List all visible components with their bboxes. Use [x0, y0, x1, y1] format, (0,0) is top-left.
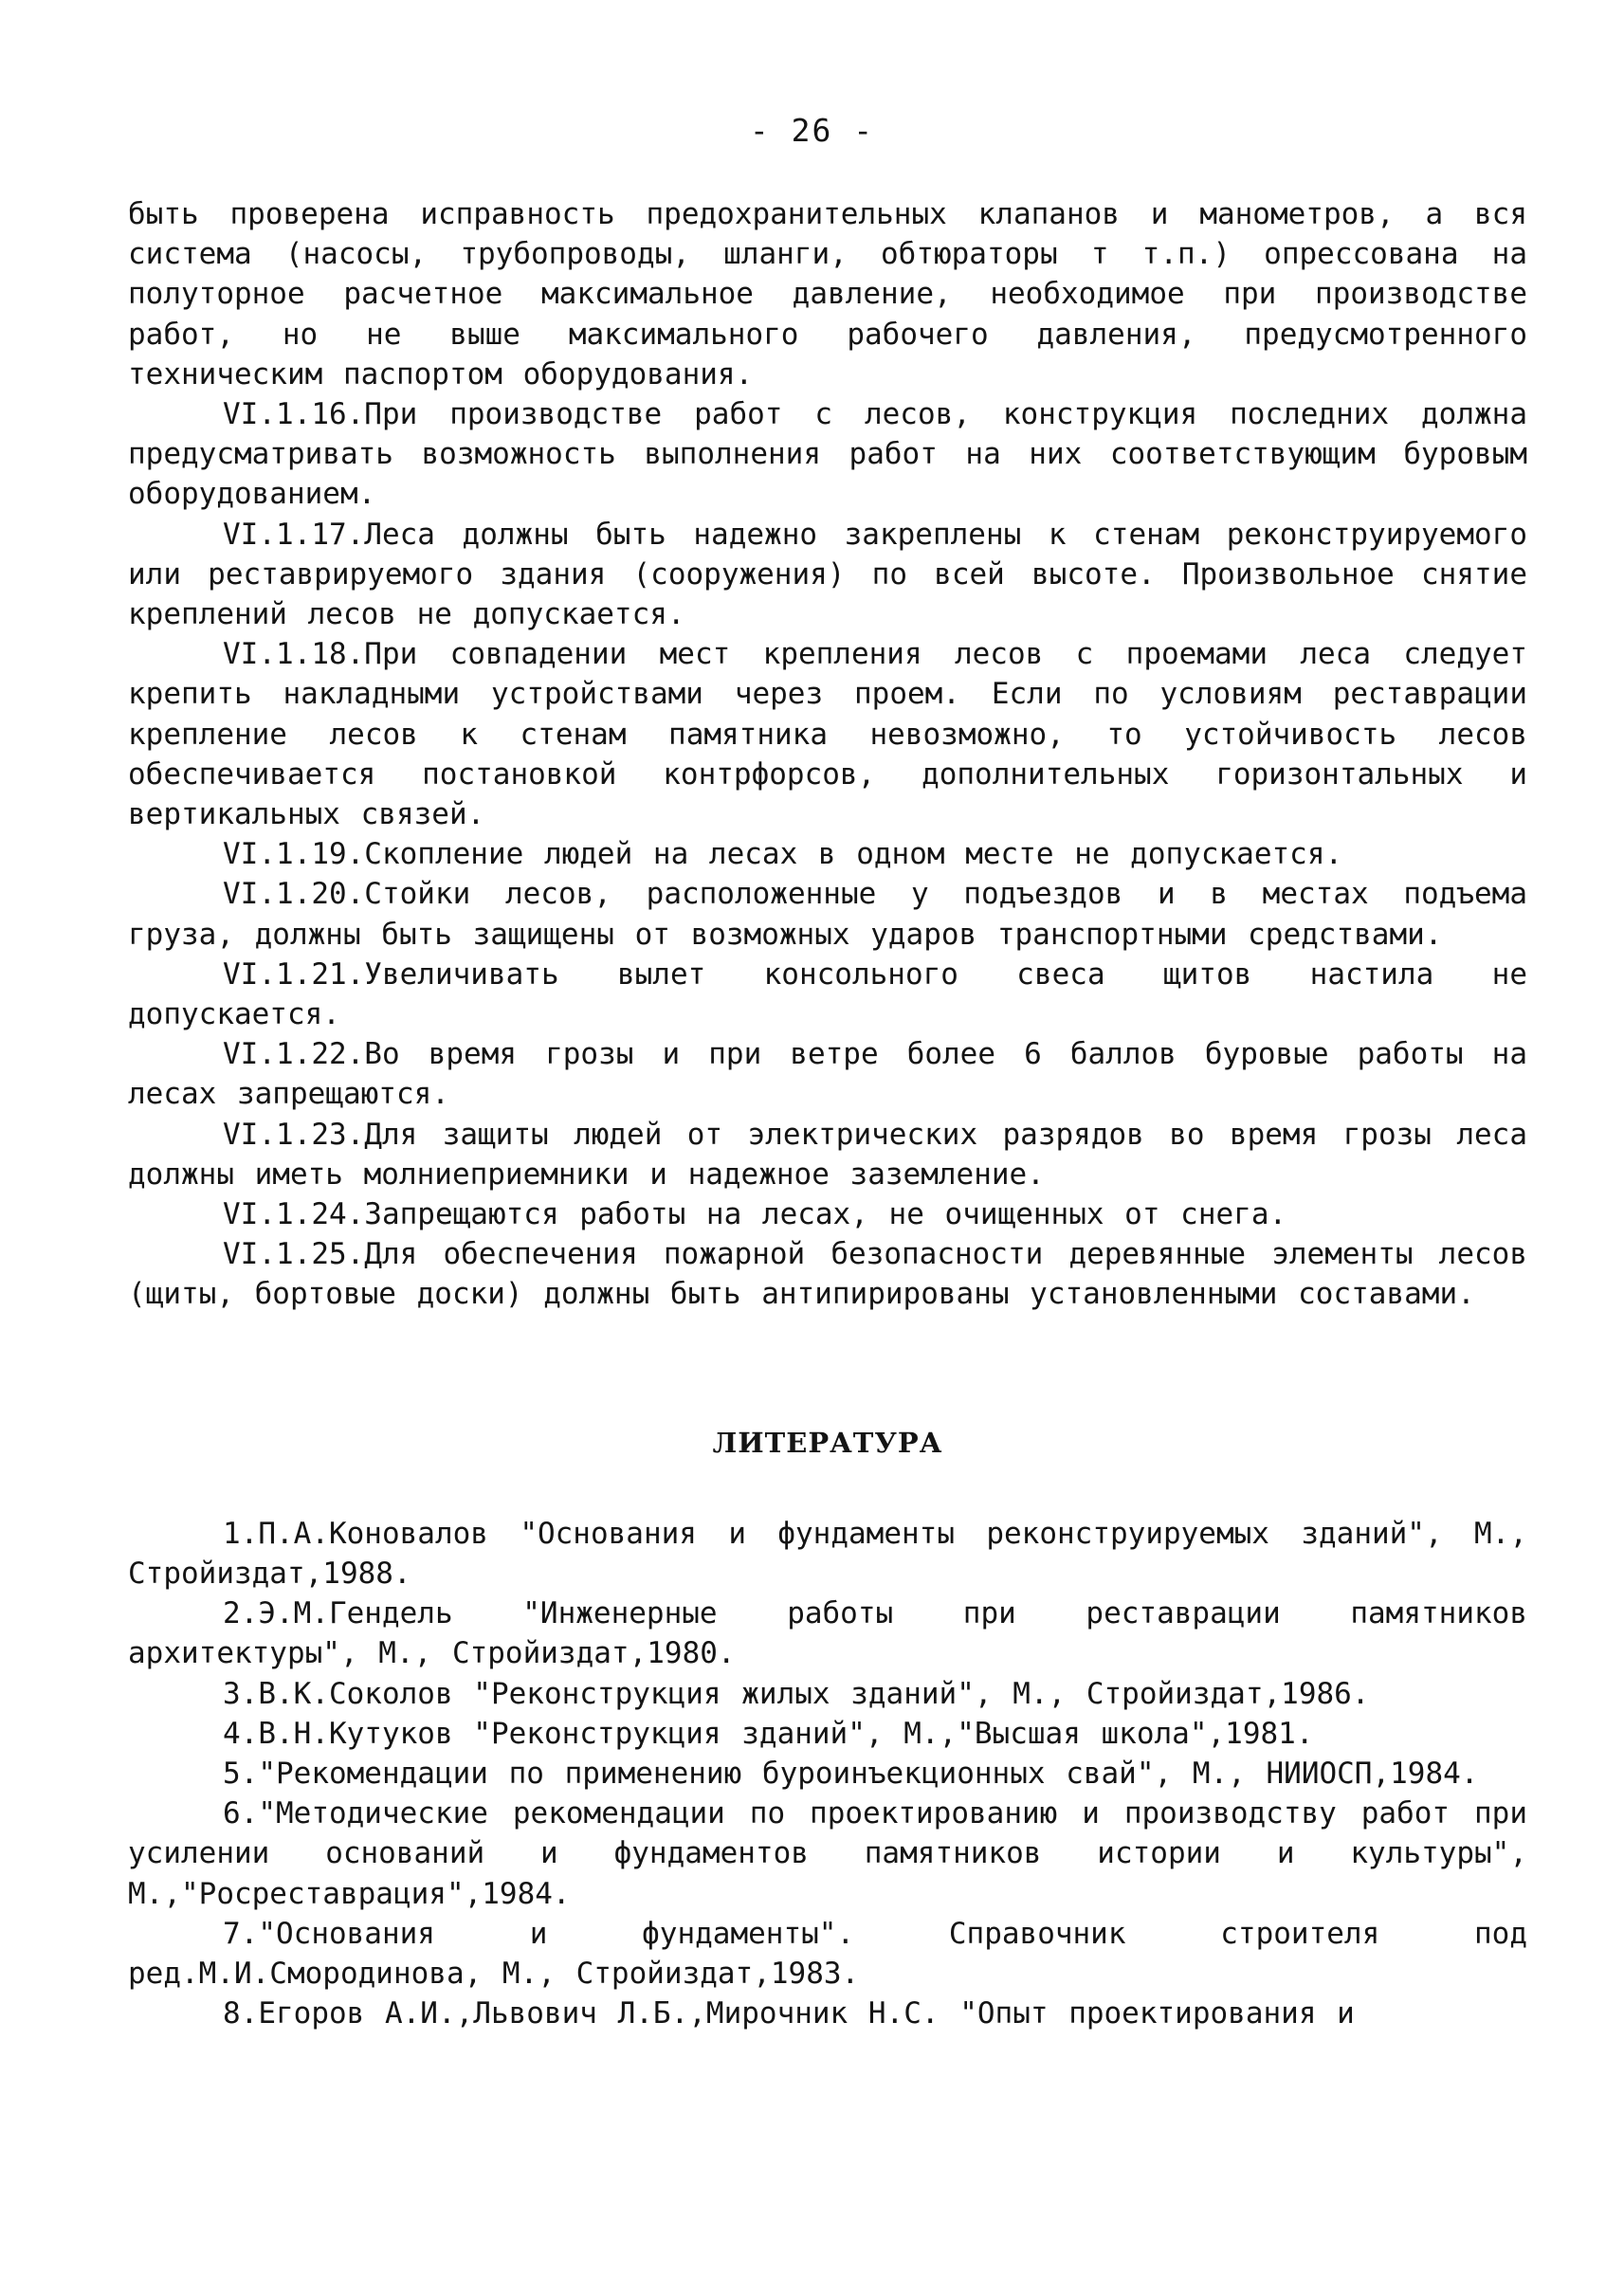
reference-item: 8.Егоров А.И.,Львович Л.Б.,Мирочник Н.С. "Опыт проектирования и — [223, 1996, 1355, 2031]
page-body — [128, 194, 1527, 2033]
reference-item: 4.В.Н.Кутуков "Реконструкция зданий", М.,"Высшая школа",1981. — [223, 1716, 1314, 1751]
clause-vi-1-16: VI.1.16.При производстве работ с лесов, конструкция последних должна предусматривать возможность выполнения работ на них соответствующим буровым оборудованием. — [128, 397, 1527, 512]
page-number: - 26 - — [749, 112, 875, 149]
reference-item: 2.Э.М.Гендель "Инженерные работы при реставрации памятников архитектуры", М., Стройиздат,1980. — [128, 1596, 1527, 1671]
clause-vi-1-17: VI.1.17.Леса должны быть надежно закреплены к стенам реконструируемого или реставрируемого здания (сооружения) по всей высоте. Произвольное снятие креплений лесов не допускается. — [128, 517, 1527, 632]
literature-heading: ЛИТЕРАТУРА — [712, 1426, 943, 1459]
reference-item: 6."Методические рекомендации по проектированию и производству работ при усилении оснований и фундаментов памятников истории и культуры", М.,"Росреставрация",1984. — [128, 1796, 1527, 1911]
clause-vi-1-25: VI.1.25.Для обеспечения пожарной безопасности деревянные элементы лесов (щиты, бортовые доски) должны быть антипирированы установленными составами. — [128, 1237, 1527, 1312]
clause-vi-1-23: VI.1.23.Для защиты людей от электрических разрядов во время грозы леса должны иметь молниеприемники и надежное заземление. — [128, 1117, 1527, 1192]
reference-item: 7."Основания и фундаменты". Справочник строителя под ред.М.И.Смородинова, М., Стройиздат,1983. — [128, 1916, 1527, 1991]
clause-vi-1-18: VI.1.18.При совпадении мест крепления лесов с проемами леса следует крепить накладными устройствами через проем. Если по условиям реставрации крепление лесов к стенам памятника невозможно, то устойчивость лесов обеспечивается постановкой контрфорсов, дополнительных горизонтальных и вертикальных связей. — [128, 637, 1527, 832]
clause-vi-1-19: VI.1.19.Скопление людей на лесах в одном месте не допускается. — [223, 837, 1343, 872]
clause-vi-1-24: VI.1.24.Запрещаются работы на лесах, не очищенных от снега. — [223, 1197, 1287, 1232]
continuation-paragraph: быть проверена исправность предохранительных клапанов и манометров, а вся система (насосы, трубопроводы, шланги, обтюраторы т т.п.) опрессована на полуторное расчетное максимальное давление, необходимое при производстве работ, но не выше максимального рабочего давления, предусмотренного техническим паспортом оборудования. — [128, 197, 1527, 392]
clause-vi-1-20: VI.1.20.Стойки лесов, расположенные у подъездов и в местах подъема груза, должны быть защищены от возможных ударов транспортными средствами. — [128, 877, 1527, 952]
reference-item: 1.П.А.Коновалов "Основания и фундаменты реконструируемых зданий", М., Стройиздат,1988. — [128, 1516, 1527, 1591]
clause-vi-1-21: VI.1.21.Увеличивать вылет консольного свеса щитов настила не допускается. — [128, 956, 1527, 1032]
reference-item: 3.В.К.Соколов "Реконструкция жилых зданий", М., Стройиздат,1986. — [223, 1676, 1370, 1711]
clause-vi-1-22: VI.1.22.Во время грозы и при ветре более 6 баллов буровые работы на лесах запрещаются. — [128, 1037, 1527, 1112]
reference-item: 5."Рекомендации по применению буроинъекционных свай", М., НИИОСП,1984. — [223, 1756, 1479, 1791]
